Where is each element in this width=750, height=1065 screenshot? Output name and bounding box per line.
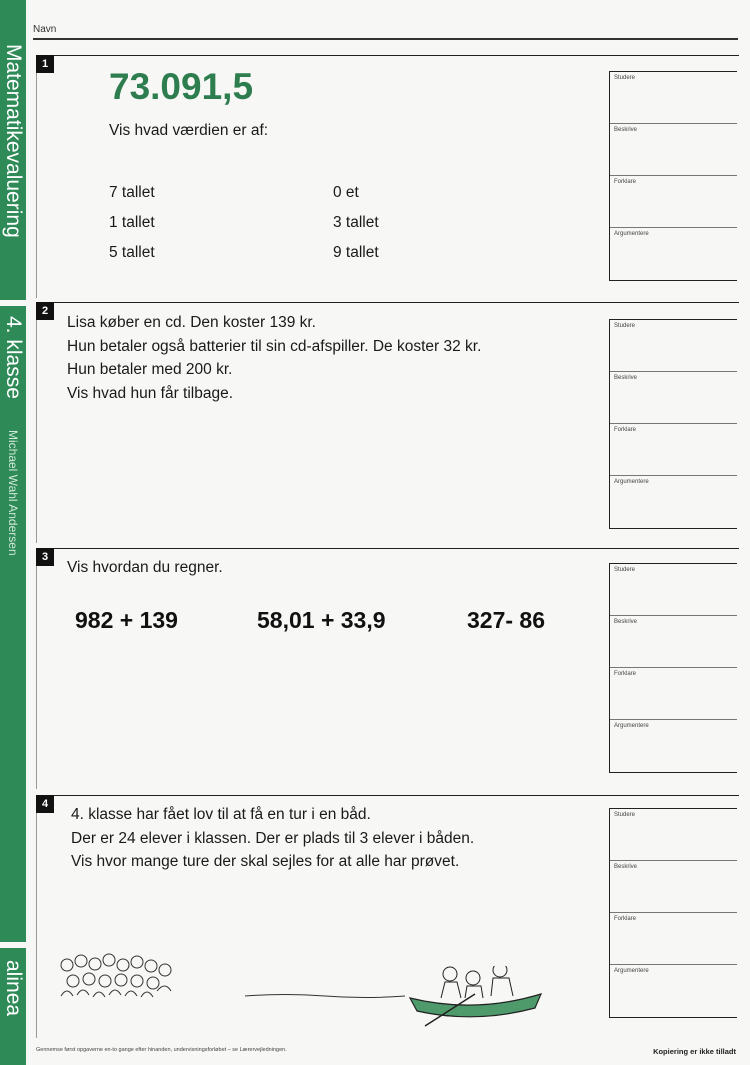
sidebar-author: Michael Wahl Andersen bbox=[6, 430, 20, 556]
sidebar-divider bbox=[0, 942, 26, 948]
sidebar-title: Matematikevaluering bbox=[2, 44, 25, 238]
items-right bbox=[333, 178, 379, 268]
sidebar bbox=[0, 0, 26, 1065]
task-3 bbox=[36, 548, 739, 789]
big-number: 73.091,5 bbox=[109, 66, 254, 107]
eval-cell: Argumentere bbox=[614, 723, 649, 729]
list-item: 1 tallet bbox=[109, 214, 155, 231]
task-1 bbox=[36, 55, 739, 298]
items-left bbox=[109, 178, 155, 268]
evaluation-box bbox=[609, 563, 737, 773]
eval-cell: Forklare bbox=[610, 913, 737, 965]
text-line: Hun betaler også batterier til sin cd-afspiller. De koster 32 kr. bbox=[67, 337, 482, 355]
eval-cell: Forklare bbox=[610, 424, 737, 476]
footer-note: Gennemse først opgaverne en-to gange efter hinanden, undervisningsforløbet – se Lærervejledningen. bbox=[36, 1047, 287, 1053]
list-item: 5 tallet bbox=[109, 244, 155, 261]
list-item: 0 et bbox=[333, 184, 359, 201]
task-prompt: Vis hvad værdien er af: bbox=[109, 122, 269, 139]
name-line bbox=[33, 38, 738, 40]
task-4 bbox=[36, 795, 739, 1038]
name-label: Navn bbox=[33, 24, 57, 35]
eval-cell: Studere bbox=[610, 320, 737, 372]
calculation: 327- 86 bbox=[467, 607, 546, 633]
task-number: 3 bbox=[36, 548, 54, 566]
task-prompt: Vis hvordan du regner. bbox=[67, 559, 223, 576]
list-item: 3 tallet bbox=[333, 214, 379, 231]
eval-cell: Beskrive bbox=[610, 616, 737, 668]
eval-cell: Studere bbox=[610, 72, 737, 124]
task-text bbox=[71, 803, 474, 874]
task-number: 1 bbox=[36, 55, 54, 73]
text-line: Vis hvor mange ture der skal sejles for at alle har prøvet. bbox=[71, 853, 460, 870]
text-line: Lisa køber en cd. Den koster 139 kr. bbox=[67, 314, 316, 331]
eval-cell: Forklare bbox=[610, 668, 737, 720]
sidebar-grade: 4. klasse bbox=[2, 316, 25, 399]
calculation: 58,01 + 33,9 bbox=[257, 607, 386, 633]
sidebar-divider bbox=[0, 300, 26, 306]
copyright-notice: Kopiering er ikke tilladt bbox=[653, 1047, 736, 1056]
eval-cell: Studere bbox=[610, 564, 737, 616]
text-line: Der er 24 elever i klassen. Der er plads til 3 elever i båden. bbox=[71, 829, 475, 847]
evaluation-box bbox=[609, 71, 737, 281]
eval-cell: Beskrive bbox=[610, 124, 737, 176]
task-number: 2 bbox=[36, 302, 54, 320]
eval-cell: Argumentere bbox=[614, 231, 649, 237]
eval-cell: Forklare bbox=[610, 176, 737, 228]
evaluation-box bbox=[609, 319, 737, 529]
list-item: 7 tallet bbox=[109, 184, 155, 201]
eval-cell: Argumentere bbox=[614, 479, 649, 485]
text-line: Vis hvad hun får tilbage. bbox=[67, 384, 234, 402]
text-line: Hun betaler med 200 kr. bbox=[67, 361, 233, 378]
eval-cell: Studere bbox=[610, 809, 737, 861]
evaluation-box bbox=[609, 808, 737, 1018]
text-line: 4. klasse har fået lov til at få en tur i en båd. bbox=[71, 806, 371, 823]
calculation: 982 + 139 bbox=[75, 607, 178, 633]
eval-cell: Argumentere bbox=[614, 968, 649, 974]
publisher-logo: alinea bbox=[2, 960, 25, 1017]
eval-cell: Beskrive bbox=[610, 861, 737, 913]
rowing-boat-illustration bbox=[245, 966, 545, 1031]
eval-cell: Beskrive bbox=[610, 372, 737, 424]
task-2 bbox=[36, 302, 739, 543]
children-group-illustration bbox=[55, 951, 195, 1021]
list-item: 9 tallet bbox=[333, 244, 379, 261]
task-number: 4 bbox=[36, 795, 54, 813]
task-text bbox=[67, 311, 481, 405]
